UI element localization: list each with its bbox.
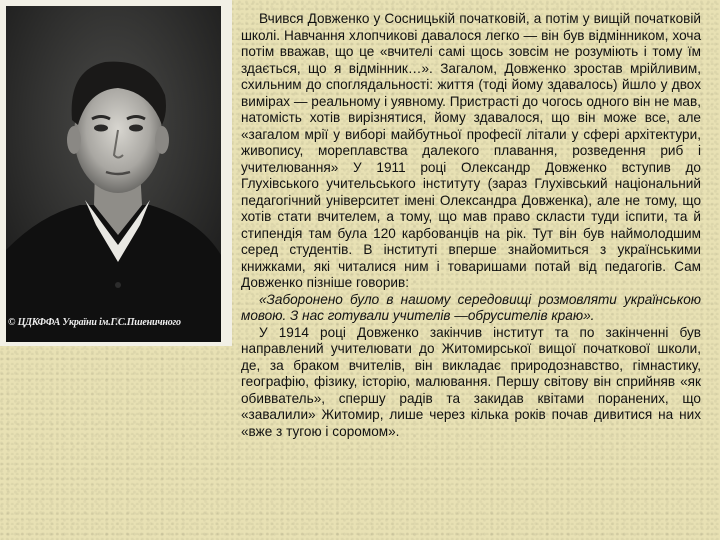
biography-text bbox=[241, 11, 701, 440]
quote-paragraph: «Заборонено було в нашому середовищі розмовляти українською мовою. З нас готували учителів —обрусителів краю». bbox=[241, 291, 701, 323]
portrait-photo bbox=[0, 0, 232, 346]
paragraph-2: У 1914 році Довженко закінчив інститут та по закінченні був направлений учителювати до Житомирської вищої початкової школи, де, за браком вчителів, він викладає природознавство, гімнастику, географію, фізику, історію, малювання. Першу світову він сприйняв «як обивватель», спершу радів та закидав квітами поранених, що «завалили» Житомир, лише через кілька років почав дивитися на них «вже з тугою і соромом». bbox=[241, 324, 701, 439]
photo-caption: © ЦДКФФА України ім.Г.С.Пшеничного bbox=[8, 317, 181, 328]
paragraph-1: Вчився Довженко у Сосницькій початковій, а потім у вищій початковій школі. Навчання хлопчикові давалося легко — він був відмінником, хоча потім вважав, що це «вчителі самі щось зовсім не розуміють і тому їм здається, що я відмінник…». Загалом, Довженко зростав мрійливим, схильним до споглядальності: життя (тоді йому здавалось) йшло у двох вимірах — реальному і уявному. Пристрасті до чогось одного він не мав, натомість хотів вирізнятися, йому здавалося, що він може все, але «загалом мрії у виборі майбутньої професії літали у сфері архітектури, живопису, мореплавства далекого плавання, розведення риб і учителювання» У 1911 році Олександр Довженко вступив до Глухівського учительського інституту (зараз Глухівський національний педагогічний університет імені Олександра Довженка), але не тому, що хотів стати вчителем, а тому, що мав право скласти туди іспити, та й стипендія там була 120 карбованців на рік. Тут він був наймолодшим серед студентів. В інституті вперше знайомиться з українськими книжками, які читалися ним і товаришами потай від педагогів. Сам Довженко пізніше говорив: bbox=[241, 11, 701, 290]
portrait-image bbox=[0, 0, 232, 346]
